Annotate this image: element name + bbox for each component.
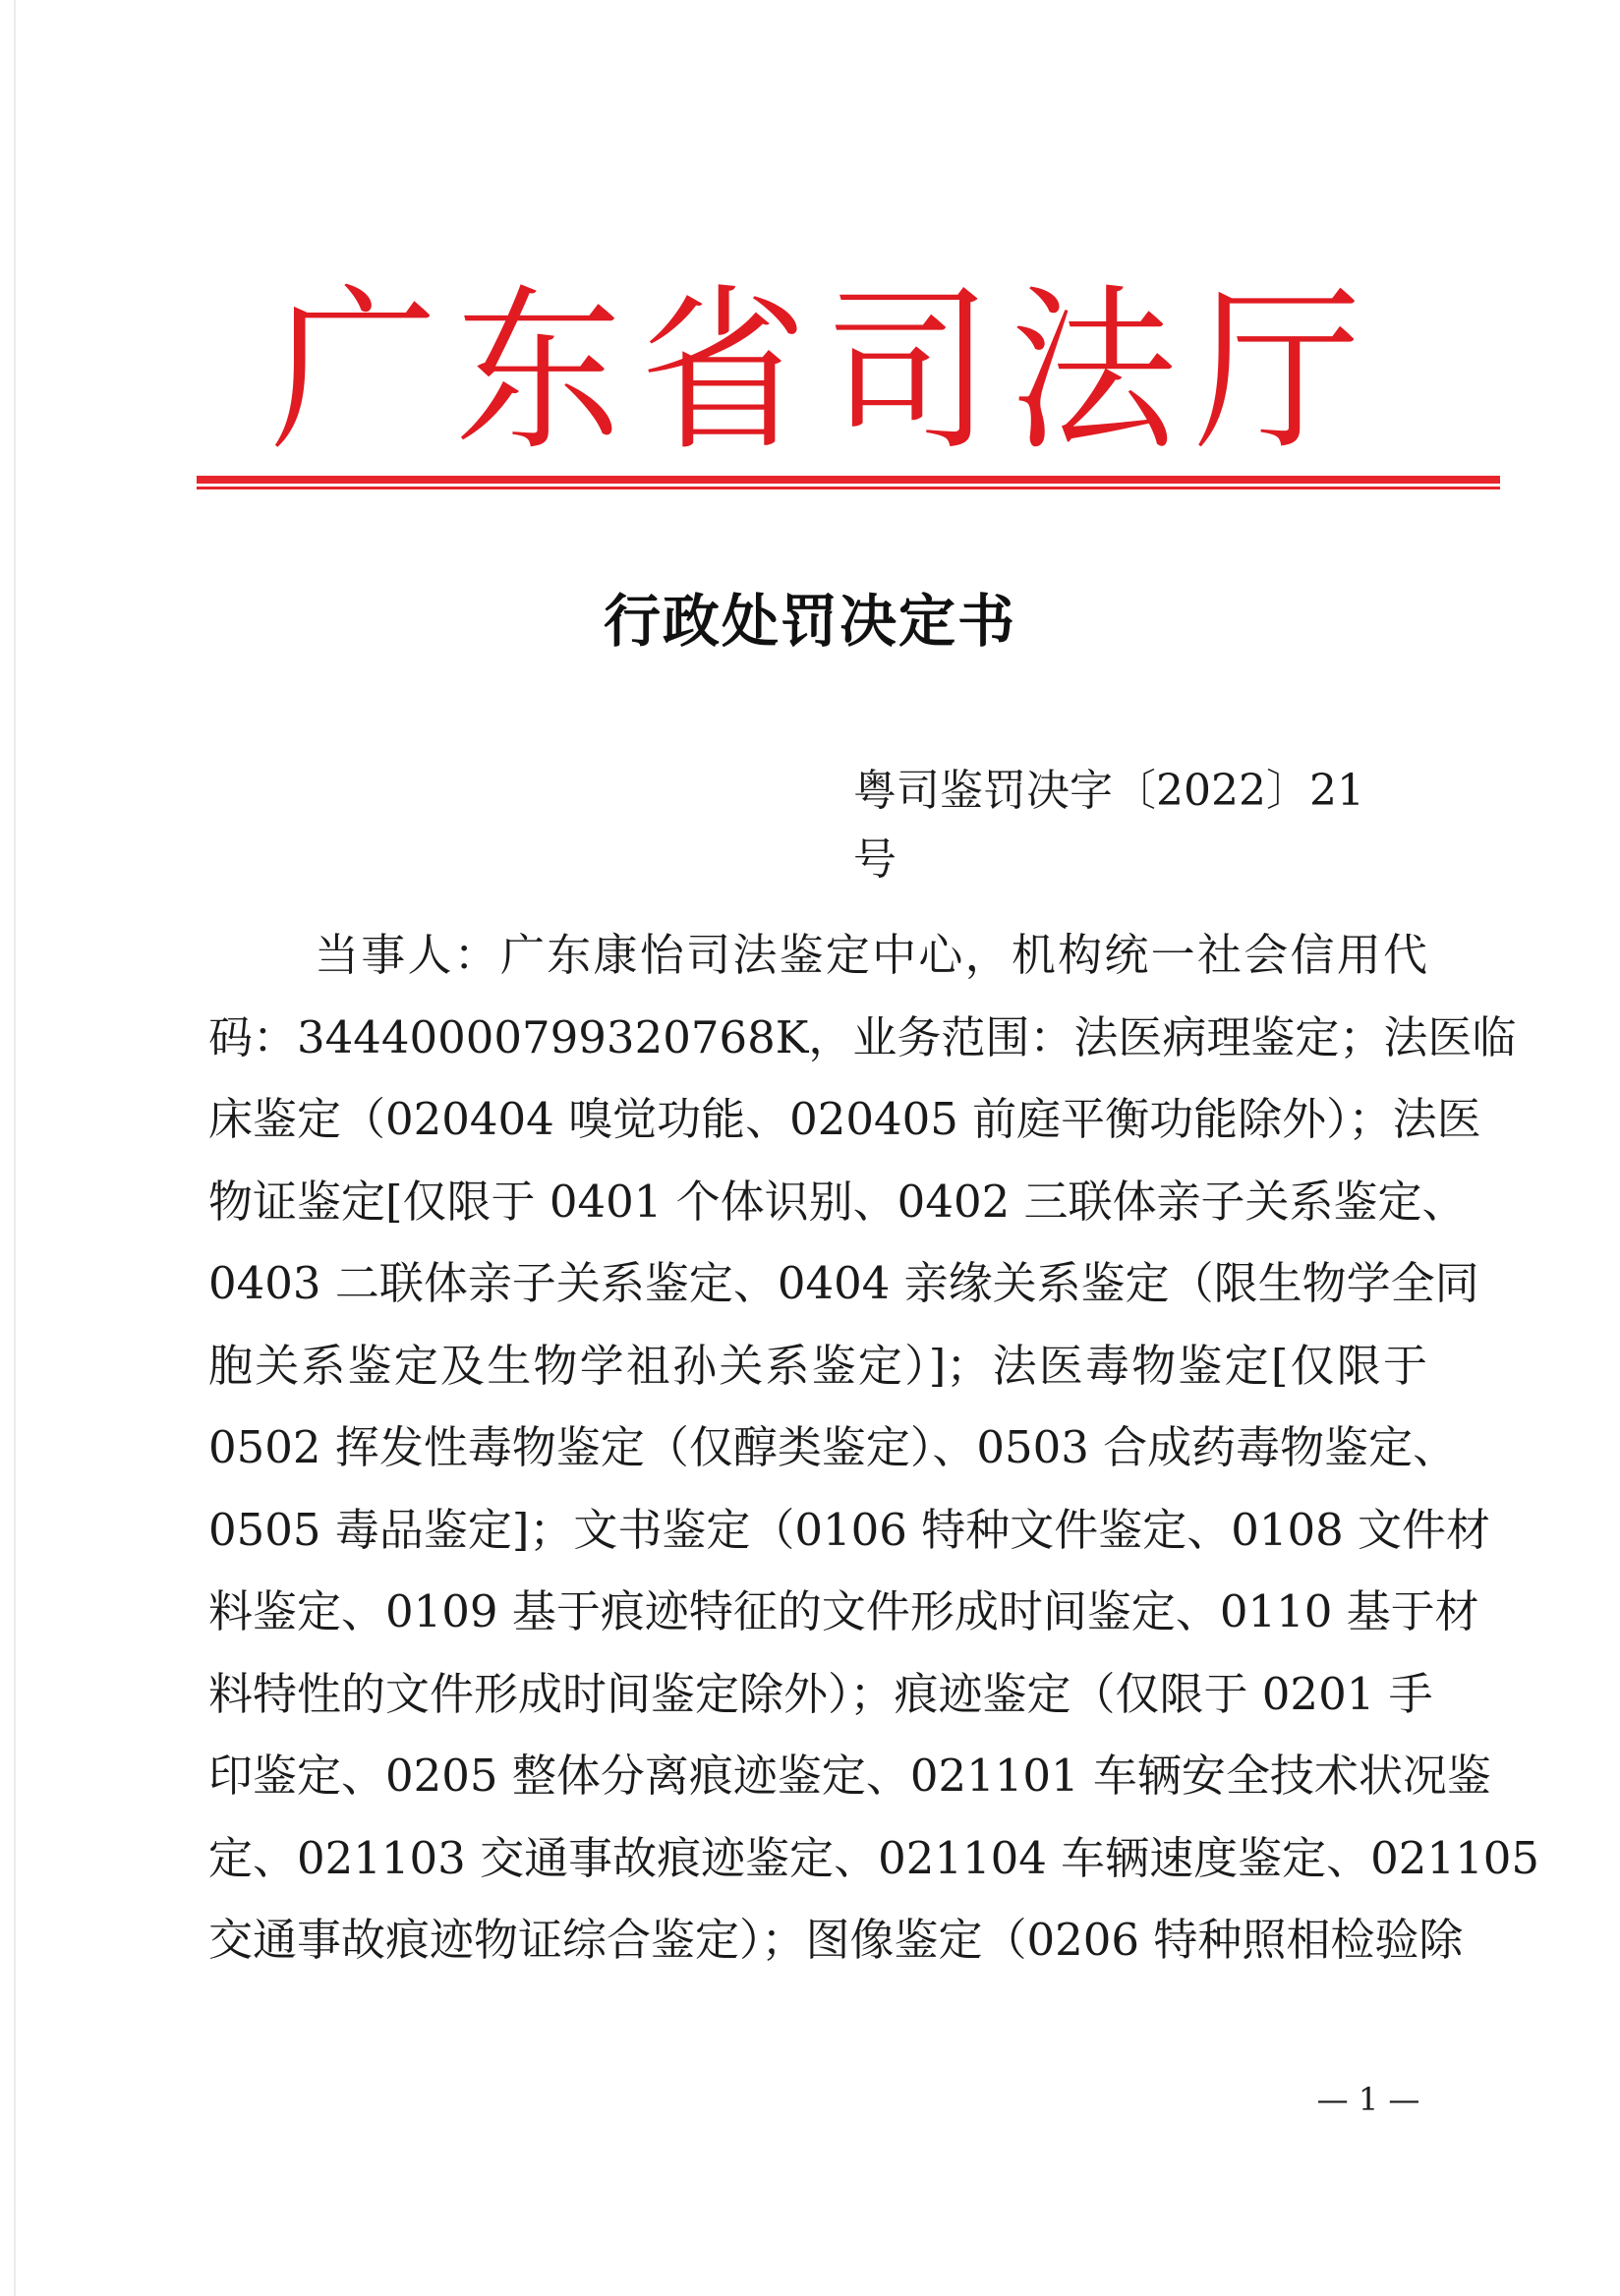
- masthead-char-4: 司: [824, 268, 992, 476]
- masthead-char-1: 广: [269, 268, 437, 476]
- body-line: 料特性的文件形成时间鉴定除外）；痕迹鉴定（仅限于 0201 手: [208, 1667, 1433, 1720]
- document-body: [208, 914, 1539, 1981]
- body-line: 0505 毒品鉴定]；文书鉴定（0106 特种文件鉴定、0108 文件材: [208, 1503, 1491, 1556]
- body-line: 交通事故痕迹物证综合鉴定）；图像鉴定（0206 特种照相检验除: [208, 1914, 1464, 1966]
- masthead-char-5: 法: [1009, 268, 1177, 476]
- red-rule-thick: [197, 476, 1500, 484]
- red-rule-thin: [197, 487, 1500, 489]
- body-line: 料鉴定、0109 基于痕迹特征的文件形成时间鉴定、0110 基于材: [208, 1585, 1479, 1637]
- body-line: 0403 二联体亲子关系鉴定、0404 亲缘关系鉴定（限生物学全同: [208, 1257, 1479, 1309]
- document-number: 粤司鉴罚决字〔2022〕21 号: [853, 766, 1364, 885]
- body-line: 物证鉴定[仅限于 0401 个体识别、0402 三联体亲子关系鉴定、: [208, 1175, 1467, 1228]
- body-line: 胞关系鉴定及生物学祖孙关系鉴定）]；法医毒物鉴定[仅限于: [208, 1339, 1427, 1392]
- document-title: 行政处罚决定书: [603, 588, 1016, 655]
- masthead-title: [265, 268, 1366, 476]
- body-line: 床鉴定（020404 嗅觉功能、020405 前庭平衡功能除外）；法医: [208, 1093, 1481, 1145]
- body-line: 定、021103 交通事故痕迹鉴定、021104 车辆速度鉴定、021105: [208, 1831, 1539, 1884]
- masthead-char-6: 厅: [1193, 268, 1361, 476]
- masthead-red-rule: [197, 476, 1500, 489]
- masthead-char-3: 省: [639, 268, 807, 476]
- body-line: 印鉴定、0205 整体分离痕迹鉴定、021101 车辆安全技术状况鉴: [208, 1750, 1491, 1802]
- body-line: 0502 挥发性毒物鉴定（仅醇类鉴定）、0503 合成药毒物鉴定、: [208, 1421, 1458, 1473]
- scan-edge-shadow: [14, 0, 16, 2296]
- page-number: — 1 —: [1316, 2081, 1420, 2118]
- body-line: 当事人：广东康怡司法鉴定中心，机构统一社会信用代: [315, 929, 1427, 981]
- masthead-char-2: 东: [454, 268, 622, 476]
- body-line: 码：34440000799320768K，业务范围：法医病理鉴定；法医临: [208, 1010, 1517, 1063]
